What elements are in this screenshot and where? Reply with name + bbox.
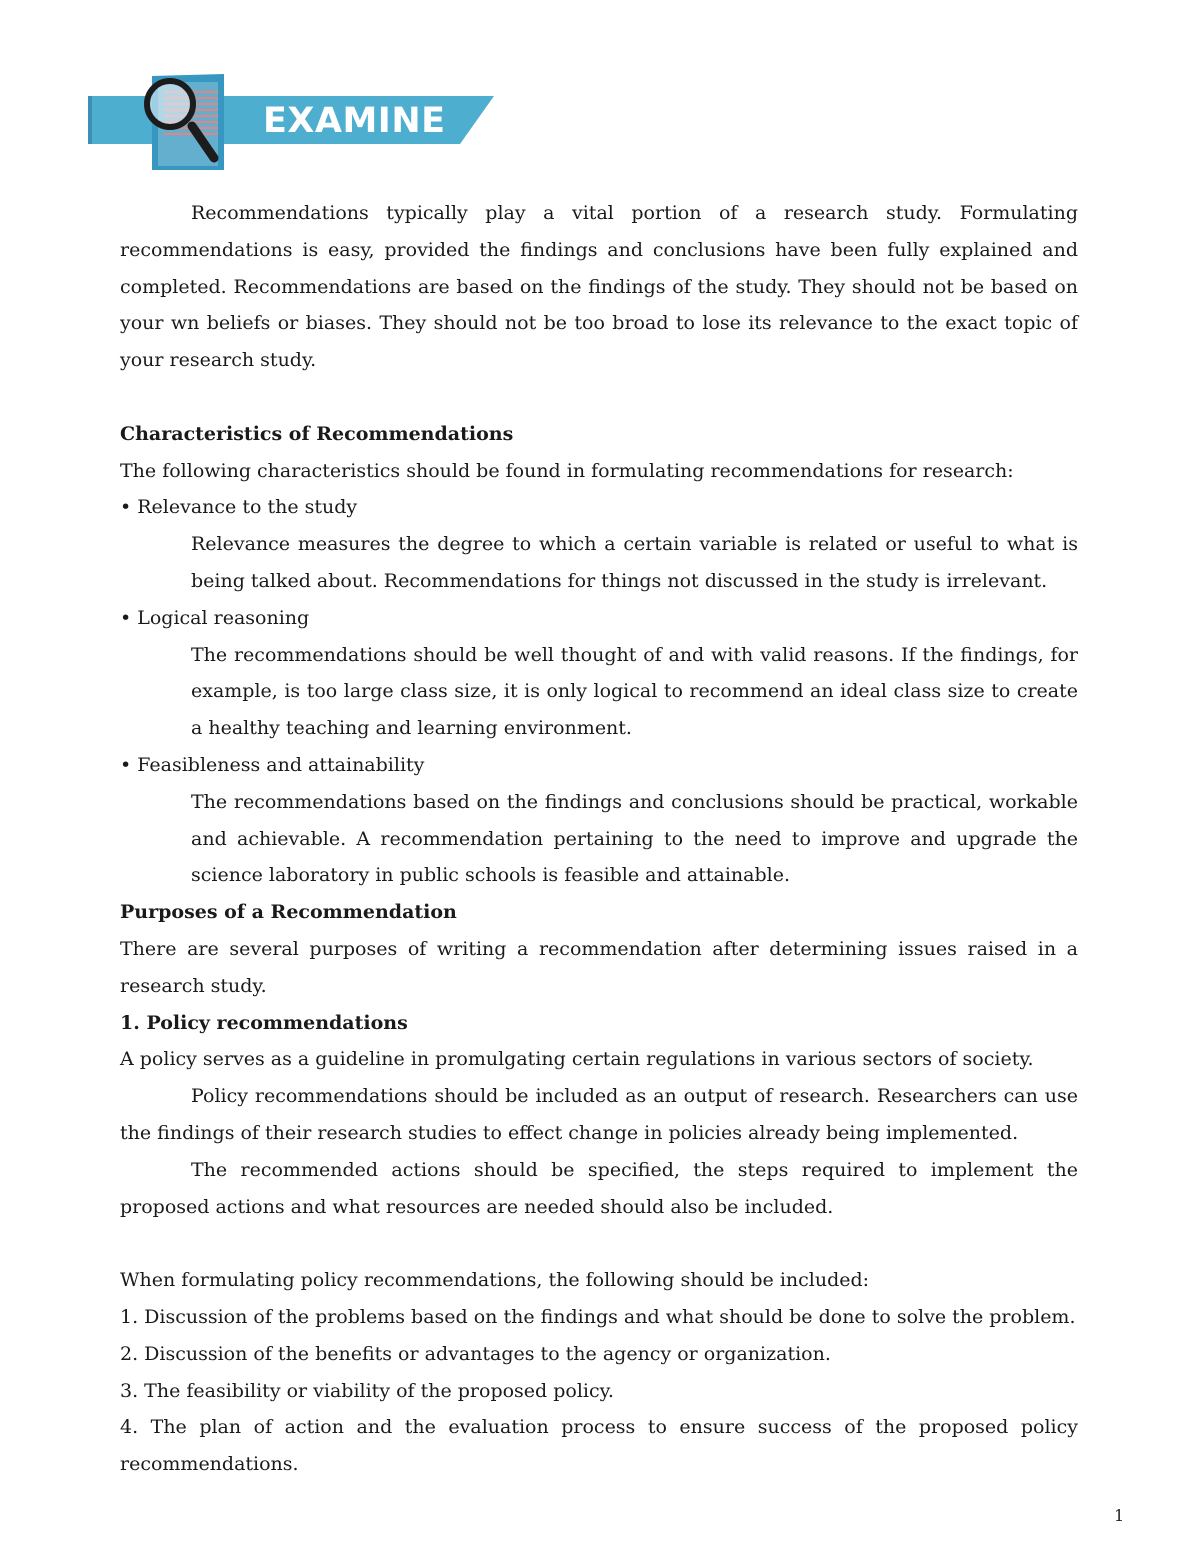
characteristics-heading: Characteristics of Recommendations: [120, 422, 514, 445]
blank-line: [120, 379, 1078, 416]
characteristic-body: The recommendations should be well thought of and with valid reasons. If the findings, for example, is too large class size, it is only logical to recommend an ideal class size to create a healthy teaching and learning environment.: [191, 643, 1078, 740]
characteristic-title: • Feasibleness and attainability: [120, 753, 425, 776]
policy-definition: A policy serves as a guideline in promulgating certain regulations in various sectors of society.: [120, 1048, 1034, 1071]
blank-line: [120, 1225, 1078, 1262]
characteristic-body: Relevance measures the degree to which a certain variable is related or useful to what is being talked about. Recommendations for things not discussed in the study is irrelevant.: [191, 533, 1078, 592]
policy-paragraph: Policy recommendations should be included as an output of research. Researchers can use the findings of their research studies to effect change in policies already being implemented.: [120, 1085, 1078, 1144]
characteristic-title: • Relevance to the study: [120, 496, 358, 519]
characteristic-title: • Logical reasoning: [120, 606, 310, 629]
policy-paragraph: The recommended actions should be specified, the steps required to implement the proposed actions and what resources are needed should also be included.: [120, 1158, 1078, 1218]
formulating-item: 4. The plan of action and the evaluation process to ensure success of the proposed policy recommendations.: [120, 1416, 1078, 1476]
intro-paragraph: Recommendations typically play a vital portion of a research study. Formulating recommendations is easy, provided the findings and conclusions have been fully explained and completed. Recommendations are based on the findings of the study. They should not be based on your wn beliefs or biases. They should not be too broad to lose its relevance to the exact topic of your research study.: [120, 202, 1078, 372]
characteristic-body: The recommendations based on the findings and conclusions should be practical, workable and achievable. A recommendation pertaining to the need to improve and upgrade the science laboratory in public schools is feasible and attainable.: [191, 790, 1078, 887]
formulating-item: 3. The feasibility or viability of the proposed policy.: [120, 1379, 614, 1402]
formulating-item: 1. Discussion of the problems based on the findings and what should be done to solve the problem.: [120, 1305, 1076, 1328]
purposes-heading: Purposes of a Recommendation: [120, 901, 457, 924]
characteristics-lead: The following characteristics should be found in formulating recommendations for research:: [120, 459, 1014, 482]
banner-title: EXAMINE: [263, 101, 446, 141]
purposes-lead: There are several purposes of writing a recommendation after determining issues raised in a research study.: [120, 937, 1078, 997]
examine-banner: [88, 74, 498, 172]
page-number: 1: [1114, 1506, 1125, 1525]
policy-heading: 1. Policy recommendations: [120, 1011, 408, 1034]
formulating-item: 2. Discussion of the benefits or advantages to the agency or organization.: [120, 1342, 831, 1365]
formulating-lead: When formulating policy recommendations, the following should be included:: [120, 1269, 870, 1292]
document-body: [120, 195, 1078, 1483]
